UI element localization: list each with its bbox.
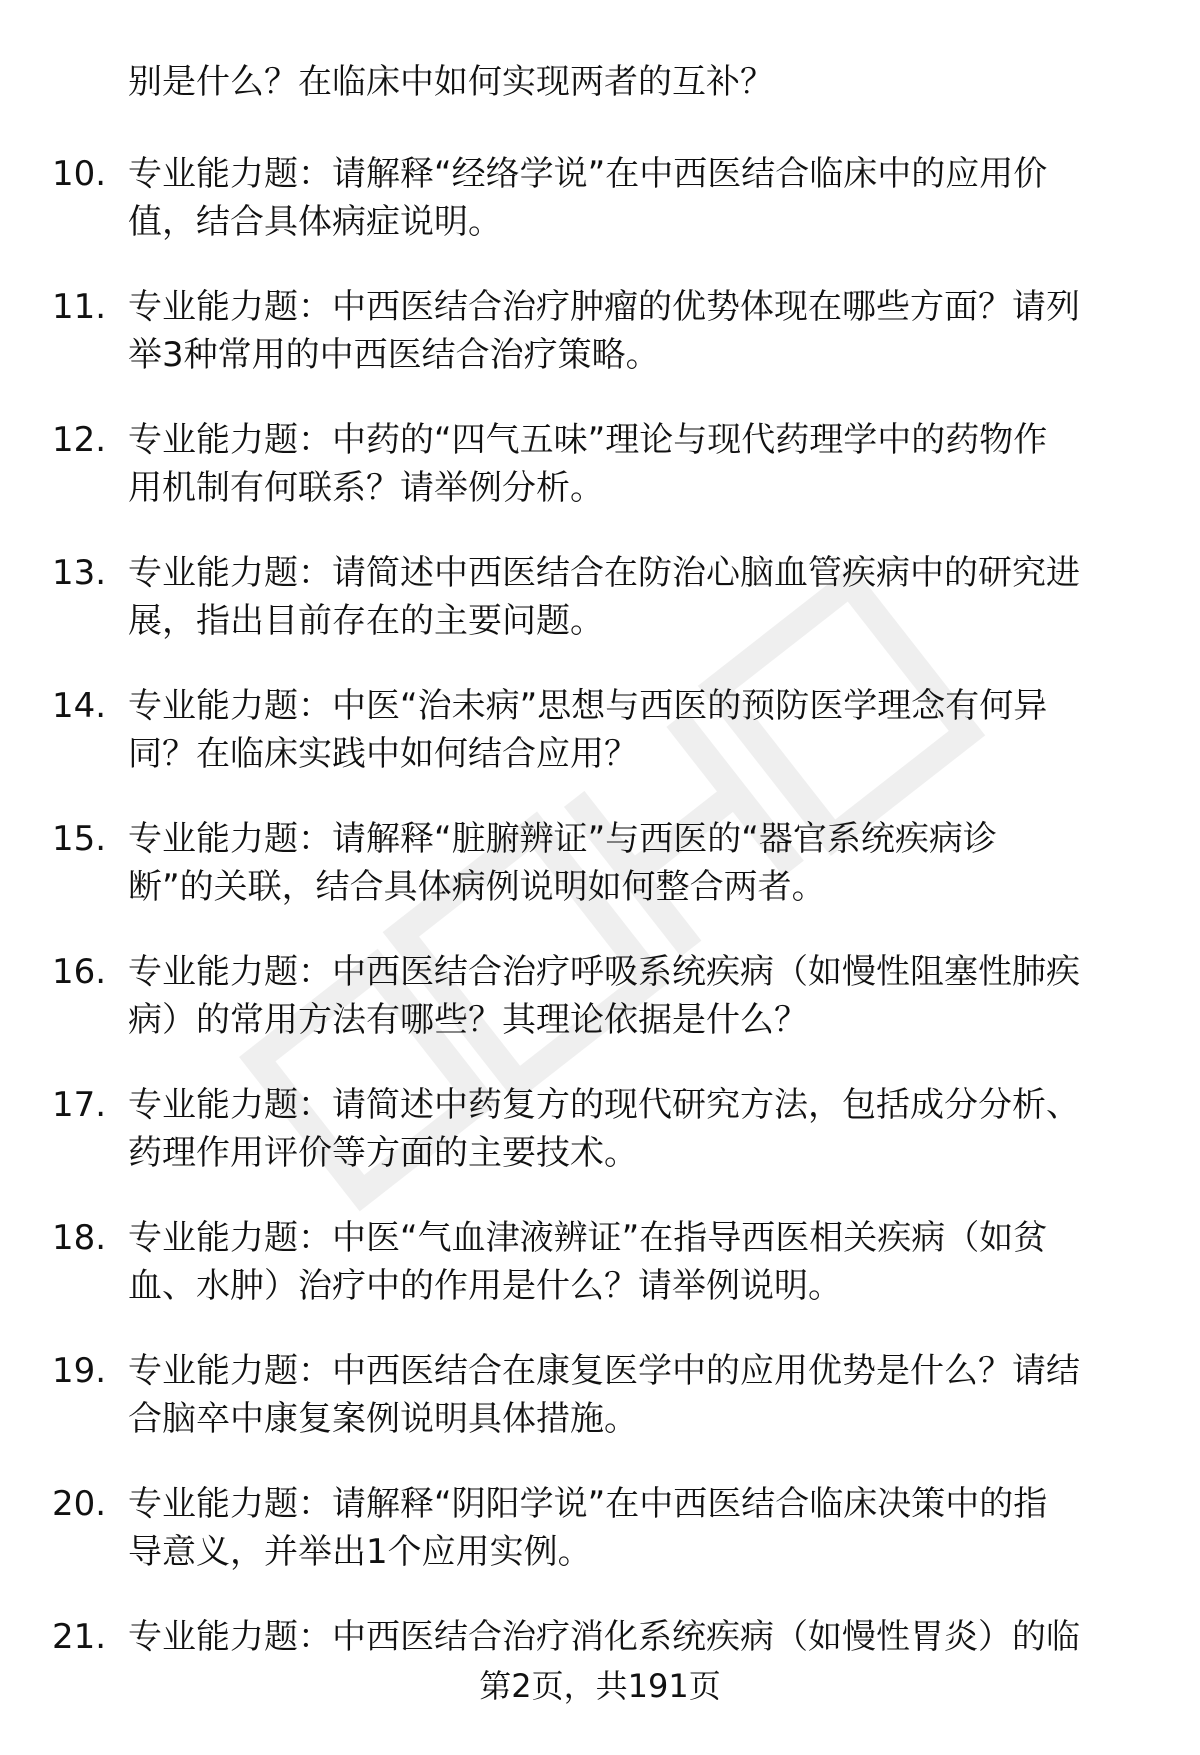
question-line: 专业能力题：中医“治未病”思想与西医的预防医学理念有何异 — [128, 686, 1048, 726]
question-number: 18. — [52, 1218, 107, 1258]
question-number: 12. — [52, 420, 107, 460]
question-line: 专业能力题：请解释“阴阳学说”在中西医结合临床决策中的指 — [128, 1484, 1048, 1524]
question-text — [128, 150, 1138, 246]
question-line: 专业能力题：中药的“四气五味”理论与现代药理学中的药物作 — [128, 420, 1048, 460]
page-footer-label: 第2页，共191页 — [479, 1667, 721, 1705]
question-number: 16. — [52, 952, 107, 992]
question-item — [0, 815, 1200, 948]
question-line: 专业能力题：请简述中西医结合在防治心脑血管疾病中的研究进 — [128, 553, 1080, 593]
question-item — [0, 1214, 1200, 1347]
question-text — [128, 1480, 1138, 1576]
question-line: 病）的常用方法有哪些？其理论依据是什么？ — [128, 1000, 808, 1040]
question-line: 血、水肿）治疗中的作用是什么？请举例说明。 — [128, 1266, 842, 1306]
question-item — [0, 549, 1200, 682]
question-line: 导意义，并举出1个应用实例。 — [128, 1532, 592, 1572]
question-line: 专业能力题：中西医结合治疗消化系统疾病（如慢性胃炎）的临 — [128, 1617, 1080, 1657]
question-number: 15. — [52, 819, 107, 859]
question-line: 断”的关联，结合具体病例说明如何整合两者。 — [128, 867, 826, 907]
question-line: 专业能力题：请简述中药复方的现代研究方法，包括成分分析、 — [128, 1085, 1080, 1125]
question-number: 20. — [52, 1484, 107, 1524]
question-text — [128, 283, 1138, 379]
continued-question-text: 别是什么？在临床中如何实现两者的互补？ — [128, 62, 774, 102]
question-line: 举3种常用的中西医结合治疗策略。 — [128, 335, 660, 375]
question-line: 专业能力题：中医“气血津液辨证”在指导西医相关疾病（如贫 — [128, 1218, 1048, 1258]
question-text — [128, 416, 1138, 512]
question-number: 11. — [52, 287, 107, 327]
question-text — [128, 682, 1138, 778]
question-text — [128, 815, 1138, 911]
question-line: 同？在临床实践中如何结合应用？ — [128, 734, 638, 774]
question-number: 10. — [52, 154, 107, 194]
question-text — [128, 1214, 1138, 1310]
question-text — [128, 549, 1138, 645]
question-item — [0, 1480, 1200, 1613]
question-item — [0, 948, 1200, 1081]
question-text — [128, 1081, 1138, 1177]
question-number: 19. — [52, 1351, 107, 1391]
question-number: 13. — [52, 553, 107, 593]
question-item — [0, 283, 1200, 416]
question-item — [0, 416, 1200, 549]
question-number: 14. — [52, 686, 107, 726]
question-list — [0, 150, 1200, 1746]
question-item — [0, 682, 1200, 815]
question-line: 值，结合具体病症说明。 — [128, 202, 502, 242]
question-line: 专业能力题：中西医结合治疗肿瘤的优势体现在哪些方面？请列 — [128, 287, 1080, 327]
question-line: 用机制有何联系？请举例分析。 — [128, 468, 604, 508]
question-text — [128, 1613, 1138, 1661]
question-line: 药理作用评价等方面的主要技术。 — [128, 1133, 638, 1173]
question-line: 专业能力题：中西医结合治疗呼吸系统疾病（如慢性阻塞性肺疾 — [128, 952, 1080, 992]
question-item — [0, 150, 1200, 283]
question-text — [128, 1347, 1138, 1443]
question-line: 专业能力题：请解释“脏腑辨证”与西医的“器官系统疾病诊 — [128, 819, 997, 859]
question-line: 展，指出目前存在的主要问题。 — [128, 601, 604, 641]
question-item — [0, 1081, 1200, 1214]
question-number: 21. — [52, 1617, 107, 1657]
question-line: 合脑卒中康复案例说明具体措施。 — [128, 1399, 638, 1439]
question-line: 专业能力题：请解释“经络学说”在中西医结合临床中的应用价 — [128, 154, 1048, 194]
question-number: 17. — [52, 1085, 107, 1125]
question-item — [0, 1347, 1200, 1480]
question-text — [128, 948, 1138, 1044]
question-line: 专业能力题：中西医结合在康复医学中的应用优势是什么？请结 — [128, 1351, 1080, 1391]
